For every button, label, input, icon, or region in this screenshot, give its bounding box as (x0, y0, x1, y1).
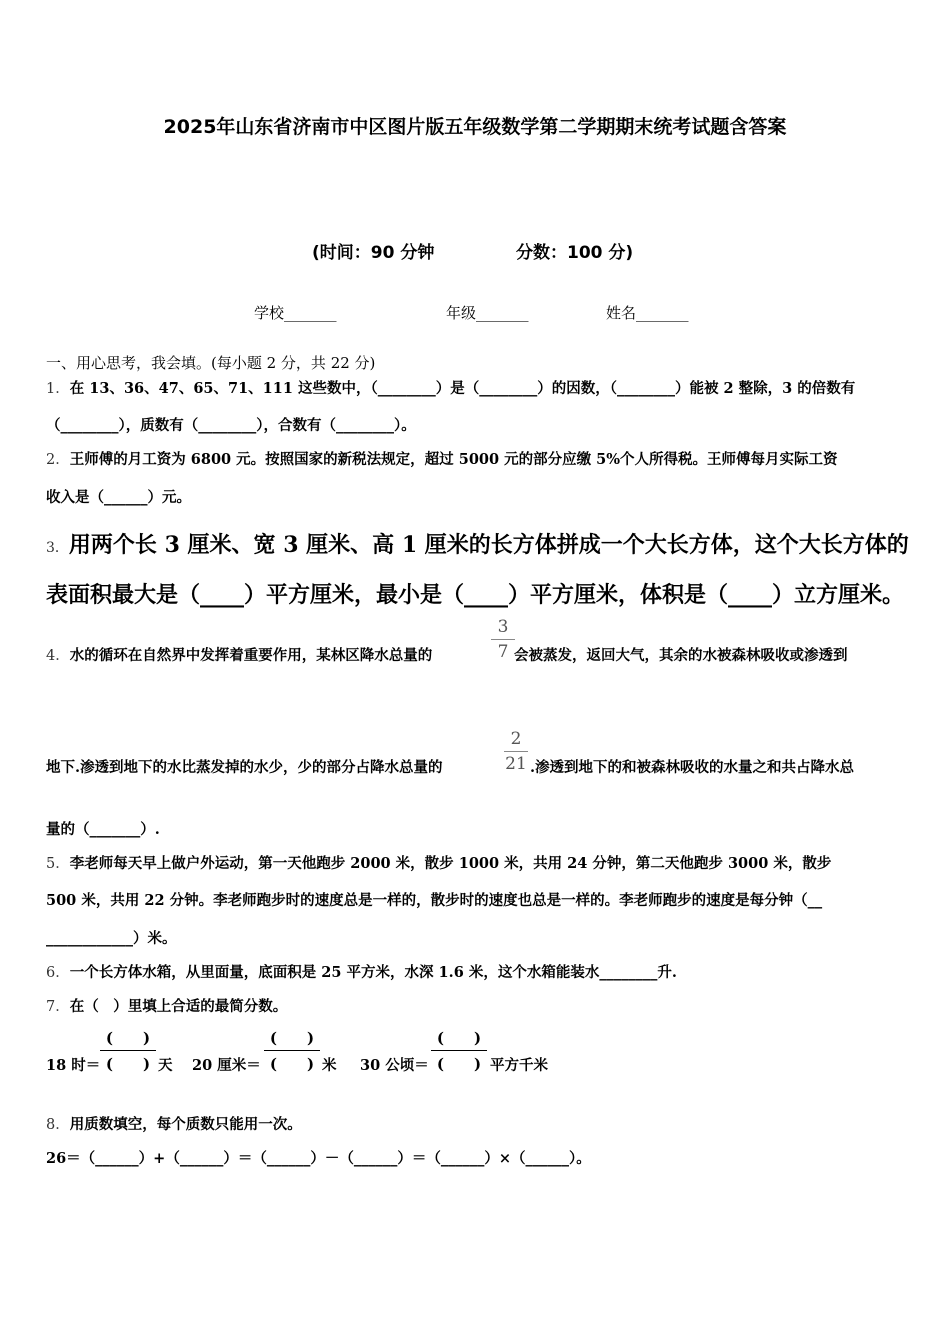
fraction-numerator: 2 (510, 729, 522, 749)
question-number: 7． (46, 999, 70, 1015)
question-2-line-1 (46, 448, 838, 469)
question-4-line-3: 量的（_______）. (46, 821, 160, 838)
question-text: 李老师每天早上做户外运动，第一天他跑步 2000 米，散步 1000 米，共用 24 分钟，第二天他跑步 3000 米，散步 (69, 855, 832, 872)
fraction-2-21 (504, 728, 528, 775)
question-3-line-1 (46, 528, 909, 559)
q7-item2-prefix: 20 厘米＝ (192, 1057, 261, 1074)
question-7 (46, 995, 287, 1016)
fraction-numerator-blank: ( ) (269, 1029, 315, 1047)
fraction-bar (264, 1050, 320, 1051)
question-8-equation: 26＝（______）+（______）＝（______）－（______）＝（______）×（______）。 (46, 1150, 591, 1167)
question-number: 5． (46, 856, 70, 872)
question-8 (46, 1113, 302, 1134)
q7-item3-suffix: 平方千米 (490, 1057, 548, 1074)
fraction-denominator-blank: ( ) (436, 1055, 482, 1073)
fraction-denominator-blank: ( ) (105, 1055, 151, 1073)
q7-item2-fraction (264, 1027, 320, 1074)
question-6 (46, 961, 677, 982)
fraction-bar (491, 639, 515, 640)
q7-item1-suffix: 天 (158, 1057, 173, 1074)
fraction-denominator: 7 (497, 642, 509, 662)
question-5-line-2: 500 米，共用 22 分钟。李老师跑步时的速度总是一样的，散步时的速度也总是一样的。李老师跑步的速度是每分钟（__ (46, 892, 823, 909)
question-4-line-2-cont: .渗透到地下的和被森林吸收的水量之和共占降水总 (530, 759, 855, 776)
question-number: 2． (46, 452, 70, 468)
question-3-line-2: 表面积最大是（____）平方厘米，最小是（____）平方厘米，体积是（____）立方厘米。 (46, 582, 905, 608)
question-text: 在（ ）里填上合适的最简分数。 (69, 998, 288, 1015)
question-4-line-1-cont: 会被蒸发，返回大气，其余的水被森林吸收或渗透到 (514, 647, 848, 664)
question-text: 用两个长 3 厘米、宽 3 厘米、高 1 厘米的长方体拼成一个大长方体，这个大长方体的 (68, 532, 909, 558)
question-text: 用质数填空，每个质数只能用一次。 (69, 1116, 302, 1133)
fraction-bar (504, 751, 528, 752)
question-number: 3． (46, 540, 69, 556)
question-5-line-3: ____________）米。 (46, 930, 177, 947)
fraction-denominator-blank: ( ) (269, 1055, 315, 1073)
question-text: 水的循环在自然界中发挥着重要作用，某林区降水总量的 (69, 647, 433, 664)
fraction-numerator-blank: ( ) (105, 1029, 151, 1047)
fraction-denominator: 21 (505, 754, 527, 774)
school-field: 学校_______ (254, 304, 337, 322)
question-text: 一个长方体水箱，从里面量，底面积是 25 平方米，水深 1.6 米，这个水箱能装水________升. (69, 964, 677, 981)
question-1-line-1 (46, 377, 855, 398)
score-label: 分数：100 分) (516, 243, 634, 263)
question-text: 王师傅的月工资为 6800 元。按照国家的新税法规定，超过 5000 元的部分应缴 5%个人所得税。王师傅每月实际工资 (69, 451, 838, 468)
fraction-bar (431, 1050, 487, 1051)
grade-field: 年级_______ (446, 304, 529, 322)
question-4-line-2: 地下.渗透到地下的水比蒸发掉的水少，少的部分占降水总量的 (46, 759, 443, 776)
question-5-line-1 (46, 852, 831, 873)
q7-item2-suffix: 米 (322, 1057, 337, 1074)
q7-item1-fraction (100, 1027, 156, 1074)
q7-item1-prefix: 18 时＝ (46, 1057, 101, 1074)
question-number: 6． (46, 965, 70, 981)
q7-item3-prefix: 30 公顷＝ (360, 1057, 429, 1074)
fraction-numerator: 3 (497, 617, 509, 637)
question-4-line-1 (46, 644, 432, 665)
name-field: 姓名_______ (606, 304, 689, 322)
fraction-numerator-blank: ( ) (436, 1029, 482, 1047)
fraction-bar (100, 1050, 156, 1051)
question-number: 1． (46, 381, 70, 397)
section-header: 一、用心思考，我会填。(每小题 2 分，共 22 分) (46, 354, 376, 372)
question-2-line-2: 收入是（______）元。 (46, 489, 191, 506)
question-text: 在 13、36、47、65、71、111 这些数中，（________）是（________）的因数，（________）能被 2 整除，3 的倍数有 (69, 380, 856, 397)
time-label: (时间：90 分钟 (312, 243, 435, 263)
page-title: 2025年山东省济南市中区图片版五年级数学第二学期期末统考试题含答案 (163, 116, 787, 138)
q7-item3-fraction (431, 1027, 487, 1074)
question-1-line-2: （________），质数有（________），合数有（________）。 (46, 417, 416, 434)
question-number: 8． (46, 1117, 70, 1133)
fraction-3-7 (491, 616, 515, 663)
question-number: 4． (46, 648, 70, 664)
